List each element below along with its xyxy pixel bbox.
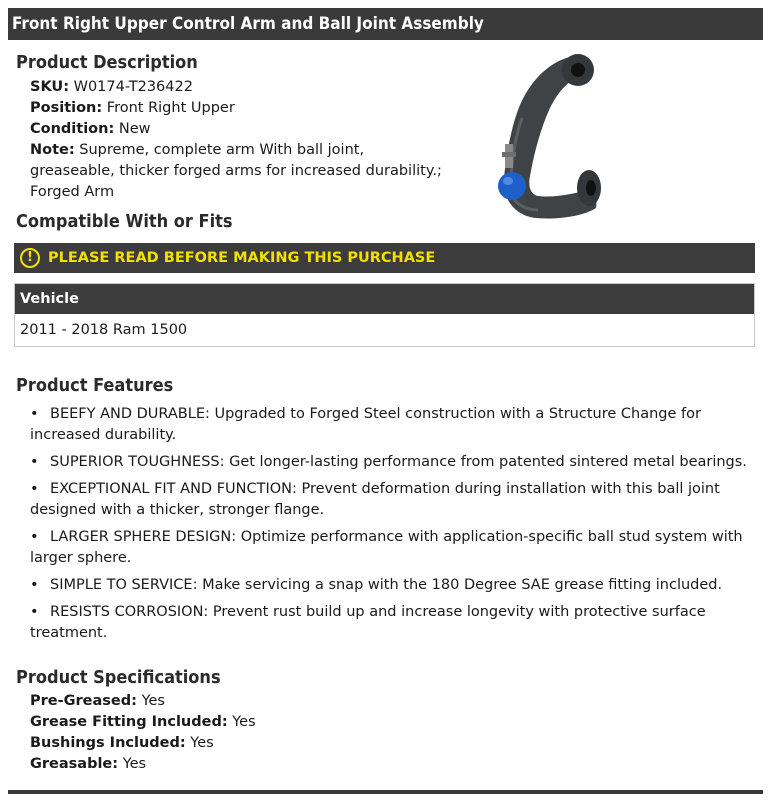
condition-label: Condition: (30, 121, 115, 137)
warning-text: PLEASE READ BEFORE MAKING THIS PURCHASE (48, 250, 436, 266)
bushings-line (30, 733, 214, 754)
product-features-heading: Product Features (16, 375, 174, 396)
note-label: Note: (30, 142, 75, 158)
bottom-divider (8, 790, 763, 794)
page-title: Front Right Upper Control Arm and Ball Joint Assembly (8, 8, 763, 40)
bushings-label: Bushings Included: (30, 735, 186, 751)
position-label: Position: (30, 100, 103, 116)
sku-label: SKU: (30, 79, 69, 95)
purchase-warning-banner (14, 243, 755, 273)
sku-value: W0174-T236422 (73, 79, 193, 95)
condition-value: New (118, 121, 151, 137)
position-value: Front Right Upper (106, 100, 235, 116)
note-line (30, 140, 450, 203)
pre-greased-label: Pre-Greased: (30, 693, 137, 709)
greasable-label: Greasable: (30, 756, 119, 772)
product-specifications-heading: Product Specifications (16, 667, 221, 688)
pre-greased-line (30, 691, 165, 712)
vehicle-row: 2011 - 2018 Ram 1500 (20, 322, 188, 338)
product-description-heading: Product Description (16, 52, 198, 73)
grease-fitting-label: Grease Fitting Included: (30, 714, 228, 730)
feature-item: • BEEFY AND DURABLE: Upgraded to Forged Steel construction with a Structure Change for increased durability. (30, 406, 701, 443)
bushings-value: Yes (190, 735, 214, 751)
vehicle-table (14, 283, 755, 347)
vehicle-column-header: Vehicle (15, 284, 754, 314)
exclamation-circle-icon: ! (20, 248, 40, 268)
greasable-value: Yes (122, 756, 147, 772)
greasable-line (30, 754, 146, 775)
pre-greased-value: Yes (141, 693, 165, 709)
features-list (30, 404, 765, 650)
condition-line (30, 119, 151, 140)
note-value: Supreme, complete arm With ball joint, greaseable, thicker forged arms for increased durability.; Forged Arm (30, 142, 442, 200)
grease-fitting-line (30, 712, 256, 733)
compatible-heading: Compatible With or Fits (16, 211, 233, 232)
feature-item: • EXCEPTIONAL FIT AND FUNCTION: Prevent deformation during installation with this ball joint designed with a thicker, stronger flange. (30, 481, 720, 518)
feature-item: • SIMPLE TO SERVICE: Make servicing a snap with the 180 Degree SAE grease fitting included. (30, 577, 723, 593)
grease-fitting-value: Yes (232, 714, 256, 730)
position-line (30, 98, 235, 119)
feature-item: • LARGER SPHERE DESIGN: Optimize performance with application-specific ball stud system with larger sphere. (30, 529, 743, 566)
feature-item: • SUPERIOR TOUGHNESS: Get longer-lasting performance from patented sintered metal bearings. (30, 454, 747, 470)
control-arm-image (492, 48, 602, 223)
feature-item: • RESISTS CORROSION: Prevent rust build up and increase longevity with protective surface treatment. (30, 604, 706, 641)
sku-line (30, 77, 193, 98)
